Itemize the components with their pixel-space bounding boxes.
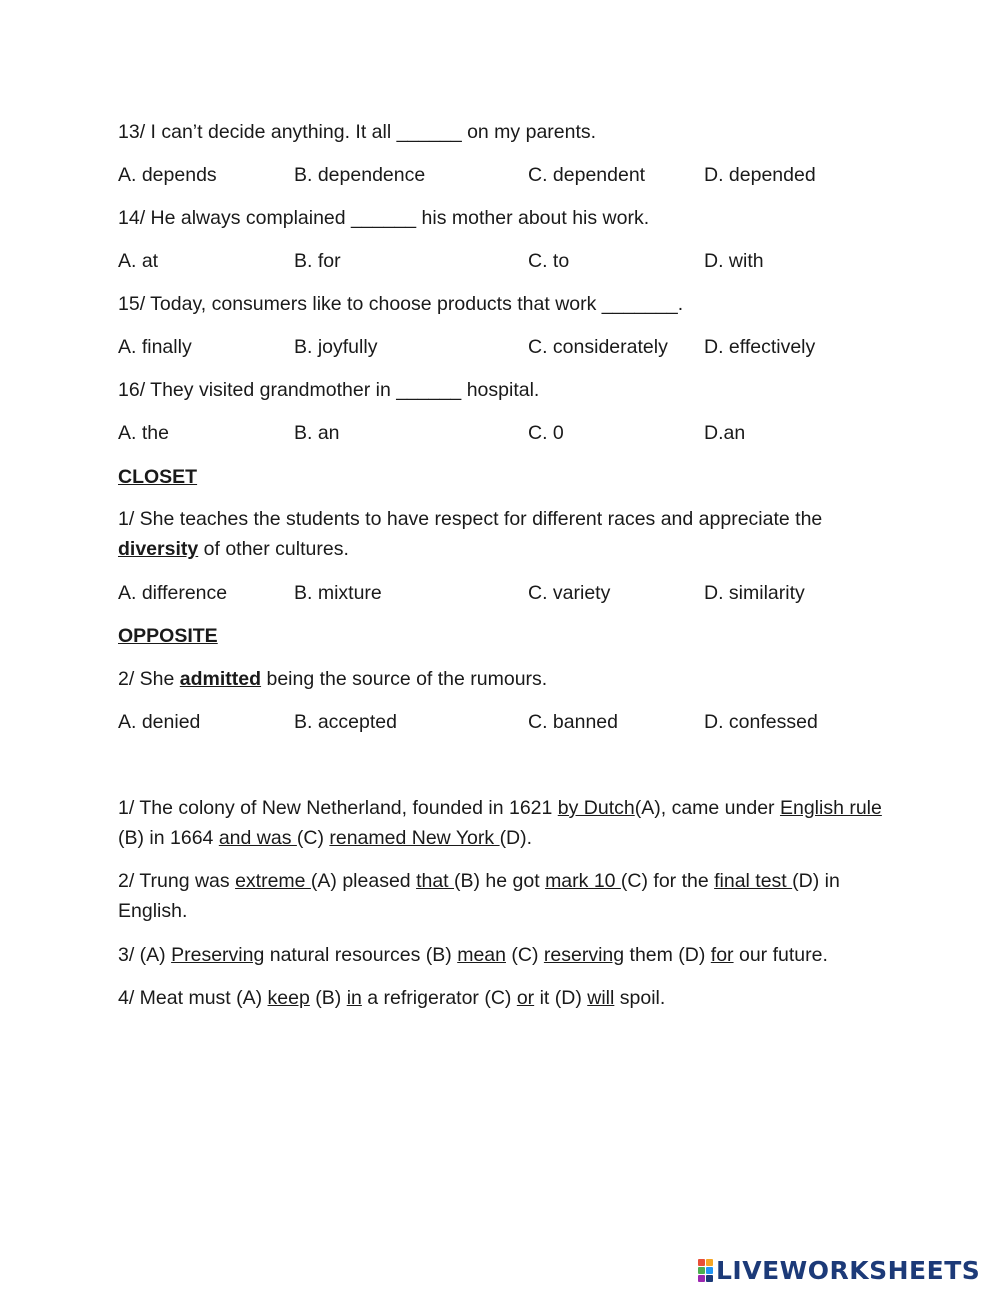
option-c[interactable]: C. variety: [528, 582, 611, 604]
question-14: 14/ He always complained ______ his mother about his work.: [118, 207, 650, 229]
option-b[interactable]: B. an: [294, 422, 340, 444]
question-16: 16/ They visited grandmother in ______ hospital.: [118, 379, 540, 401]
option-c[interactable]: C. 0: [528, 422, 564, 444]
underlined-part-c: or: [516, 987, 535, 1009]
closest-heading: CLOSET: [118, 466, 198, 488]
option-d[interactable]: D. similarity: [704, 582, 805, 604]
underlined-part-b: English rule: [779, 797, 882, 819]
liveworksheets-logo-icon: [698, 1259, 713, 1282]
underlined-part-c: reserving: [543, 944, 625, 966]
option-c[interactable]: C. considerately: [528, 336, 668, 358]
keyword: diversity: [118, 538, 199, 560]
liveworksheets-logo[interactable]: [698, 1256, 980, 1284]
option-b[interactable]: B. accepted: [294, 711, 397, 733]
option-b[interactable]: B. joyfully: [294, 336, 378, 358]
option-a[interactable]: A. finally: [118, 336, 192, 358]
option-a[interactable]: A. denied: [118, 711, 201, 733]
underlined-part-a: by Dutch: [557, 797, 635, 819]
underlined-part-b: mean: [457, 944, 506, 966]
underlined-part-d: for: [710, 944, 734, 966]
option-b[interactable]: B. for: [294, 250, 341, 272]
option-a[interactable]: A. the: [118, 422, 169, 444]
option-d[interactable]: D. depended: [704, 164, 816, 186]
underlined-part-c: and was: [218, 827, 297, 849]
question-13-options: [118, 162, 878, 188]
option-c[interactable]: C. to: [528, 250, 570, 272]
option-b[interactable]: B. mixture: [294, 582, 382, 604]
option-c[interactable]: C. dependent: [528, 164, 646, 186]
question-16-options: [118, 420, 878, 446]
option-d[interactable]: D.an: [704, 422, 746, 444]
option-c[interactable]: C. banned: [528, 711, 618, 733]
underlined-part-b: in: [346, 987, 362, 1009]
option-a[interactable]: A. depends: [118, 164, 217, 186]
question-15: 15/ Today, consumers like to choose products that work _______.: [118, 293, 684, 315]
option-b[interactable]: B. dependence: [294, 164, 426, 186]
underlined-part-d: will: [587, 987, 615, 1009]
option-d[interactable]: D. confessed: [704, 711, 818, 733]
underlined-part-a: Preserving: [171, 944, 265, 966]
logo-text: LIVEWORKSHEETS: [716, 1255, 981, 1285]
opposite-question-2-options: [118, 709, 878, 735]
opposite-heading: OPPOSITE: [118, 625, 218, 647]
option-d[interactable]: D. with: [704, 250, 764, 272]
underlined-part-d: renamed New York: [329, 827, 500, 849]
closest-question-1: 1/ She teaches the students to have respect for different races and appreciate the diversity of other cultures.: [118, 508, 823, 560]
underlined-part-c: mark 10: [545, 870, 621, 892]
underlined-part-d: final test: [714, 870, 793, 892]
closest-question-1-options: [118, 580, 878, 606]
question-14-options: [118, 248, 878, 274]
underlined-part-a: keep: [267, 987, 310, 1009]
underlined-part-b: that: [416, 870, 455, 892]
opposite-question-2: 2/ She admitted being the source of the rumours.: [118, 668, 548, 690]
option-a[interactable]: A. difference: [118, 582, 228, 604]
underlined-part-a: extreme: [235, 870, 311, 892]
error-question-3: 3/ (A) Preserving natural resources (B) mean (C) reserving them (D) for our future.: [118, 944, 828, 966]
error-question-4: 4/ Meat must (A) keep (B) in a refrigerator (C) or it (D) will spoil.: [118, 987, 666, 1009]
option-a[interactable]: A. at: [118, 250, 159, 272]
error-question-1: 1/ The colony of New Netherland, founded in 1621 by Dutch(A), came under English rule (B) in 1664 and was (C) renamed New York (D).: [118, 797, 882, 849]
keyword: admitted: [179, 668, 262, 690]
question-13: 13/ I can’t decide anything. It all ______ on my parents.: [118, 121, 597, 143]
question-15-options: [118, 334, 878, 360]
error-question-2: 2/ Trung was extreme (A) pleased that (B) he got mark 10 (C) for the final test (D) in English.: [118, 870, 840, 922]
option-d[interactable]: D. effectively: [704, 336, 816, 358]
